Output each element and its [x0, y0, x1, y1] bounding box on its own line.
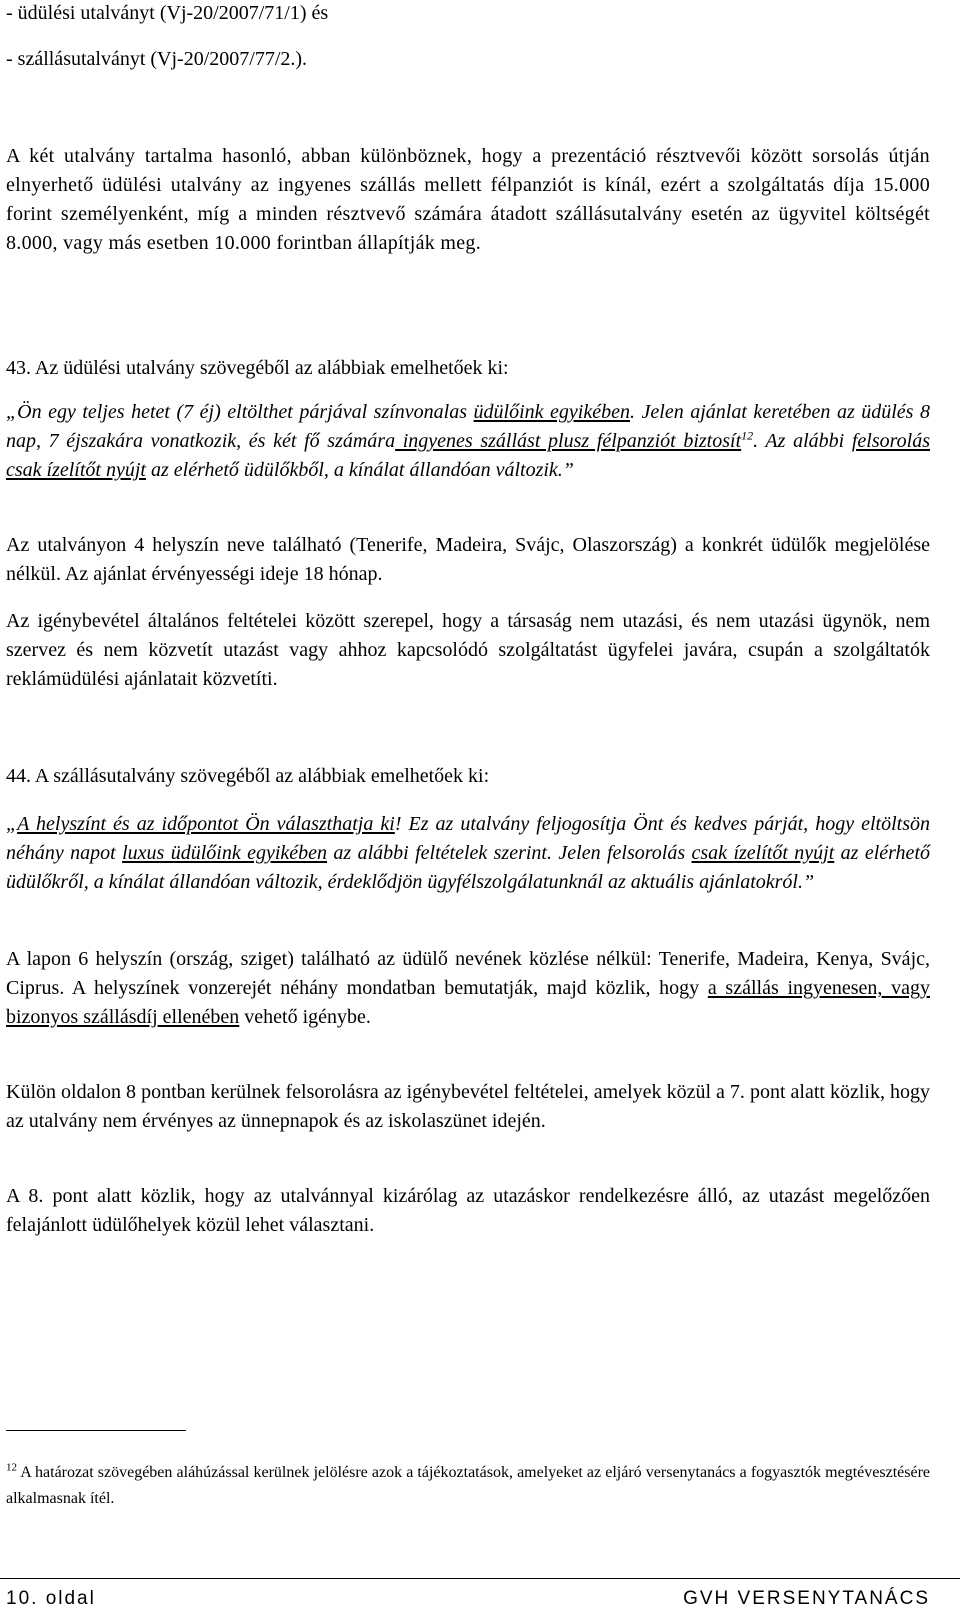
quote-text: „Ön egy teljes hetet (7 éj) eltölthet párjával színvonalas	[6, 401, 474, 423]
footnote	[6, 1460, 930, 1512]
section-44-heading: 44. A szállásutalvány szövegéből az alábbiak emelhetőek ki:	[6, 765, 490, 787]
section-44-paragraph-conditions: Külön oldalon 8 pontban kerülnek felsorolásra az igénybevétel feltételei, amelyek közül a 7. pont alatt közlik, hogy az utalvány nem érvényes az ünnepnapok és az iskolaszünet idején.	[6, 1081, 930, 1132]
quote-underlined: A helyszínt és az időpontot Ön választhatja ki	[17, 813, 395, 835]
section-43-heading: 43. Az üdülési utalvány szövegéből az alábbiak emelhetőek ki:	[6, 357, 509, 379]
quote-underlined: luxus üdülőink egyikében	[122, 842, 328, 864]
quote-underlined: ingyenes szállást plusz félpanziót biztosít	[395, 430, 742, 452]
quote-underlined: üdülőink egyikében	[473, 401, 630, 423]
footer-divider	[0, 1578, 960, 1579]
quote-text: az elérhető üdülőkről, a kínálat állandóan változik, érdeklődjön ügyfélszolgálatunknál az aktuális ajánlatokról.”	[6, 842, 930, 893]
quote-text: ! Ez az utalvány feljogosítja Önt és kedves párját, hogy eltöltsön néhány napot	[6, 813, 930, 864]
section-43-paragraph-locations: Az utalványon 4 helyszín neve található (Tenerife, Madeira, Svájc, Olaszország) a konkrét üdülők megjelölése nélkül. Az ajánlat érvényességi ideje 18 hónap.	[6, 534, 930, 585]
footnote-text: A határozat szövegében aláhúzással kerülnek jelölésre azok a tájékoztatások, amelyeket az eljáró versenytanács a fogyasztók megtévesztésére alkalmasnak ítél.	[6, 1464, 930, 1507]
intro-line-1: - üdülési utalványt (Vj-20/2007/71/1) és	[6, 2, 329, 24]
page-footer	[6, 1588, 930, 1610]
section-43-quote	[6, 398, 930, 485]
organization-name: GVH VERSENYTANÁCS	[683, 1588, 930, 1609]
paragraph-text: A lapon 6 helyszín (ország, sziget) található az üdülő nevének közlése nélkül: Tenerife, Madeira, Kenya, Svájc, Ciprus. A helyszínek vonzerejét néhány mondatban bemutatják, majd közlik, hogy	[6, 948, 930, 999]
quote-text: . Jelen ajánlat keretében az üdülés 8 nap, 7 éjszakára vonatkozik, és két fő számára	[6, 401, 930, 452]
paragraph-text: vehető igénybe.	[239, 1006, 371, 1028]
section-44-paragraph-point-8: A 8. pont alatt közlik, hogy az utalvánnyal kizárólag az utazáskor rendelkezésre álló, az utazást megelőzően felajánlott üdülőhelyek közül lehet választani.	[6, 1185, 930, 1236]
quote-text: „	[6, 813, 18, 835]
quote-text: az alábbi feltételek szerint. Jelen felsorolás	[327, 842, 692, 864]
quote-underlined: csak ízelítőt nyújt	[691, 842, 835, 864]
quote-text: . Az alábbi	[753, 430, 852, 452]
section-43-paragraph-conditions: Az igénybevétel általános feltételei között szerepel, hogy a társaság nem utazási, és nem utazási ügynök, nem szervez és nem közvetít utazást vagy ahhoz kapcsolódó szolgáltatást ügyfelei javára, csupán a szolgáltatók reklámüdülési ajánlatait közvetíti.	[6, 610, 930, 690]
footnote-ref: 12	[741, 428, 754, 443]
page-number: 10. oldal	[6, 1588, 96, 1609]
quote-text: az elérhető üdülőkből, a kínálat állandóan változik.”	[145, 459, 574, 481]
footnote-number: 12	[6, 1461, 17, 1474]
footnote-divider	[6, 1430, 186, 1431]
quote-underlined: felsorolás csak ízelítőt nyújt	[6, 430, 931, 481]
paragraph-underlined: a szállás ingyenesen, vagy bizonyos szállásdíj ellenében	[6, 977, 930, 1028]
section-44-paragraph-locations	[6, 945, 930, 1032]
intro-line-2: - szállásutalványt (Vj-20/2007/77/2.).	[6, 48, 308, 70]
paragraph-comparison: A két utalvány tartalma hasonló, abban különböznek, hogy a prezentáció résztvevői között sorsolás útján elnyerhető üdülési utalvány az ingyenes szállás mellett félpanziót is kínál, ezért a szolgáltatás díja 15.000 forint személyenként, míg a minden résztvevő számára átadott szállásutalvány esetén az ügyvitel költségét 8.000, vagy más esetben 10.000 forintban állapítják meg.	[6, 145, 930, 254]
section-44-quote	[6, 810, 930, 897]
